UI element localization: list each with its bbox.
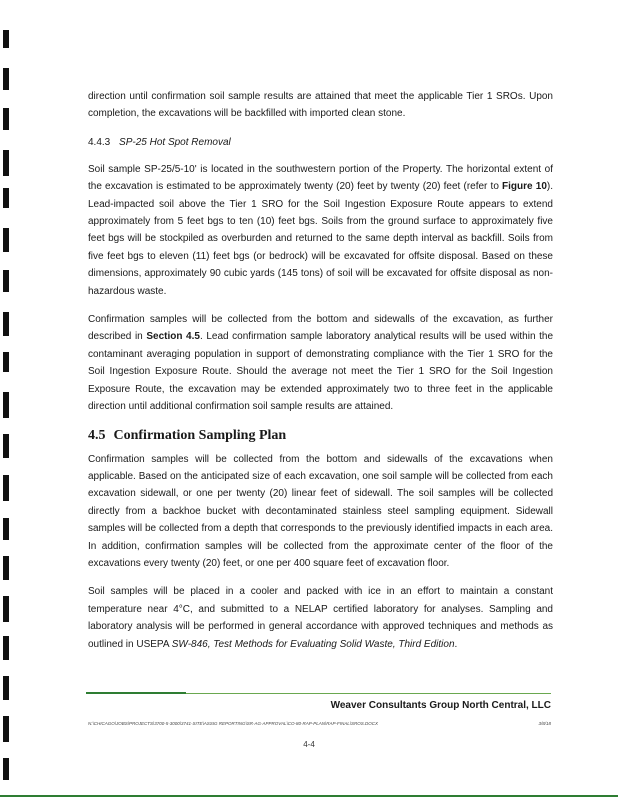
bottom-edge-line	[0, 795, 618, 797]
figure-reference: Figure 10	[502, 181, 547, 193]
text-run: Soil sample SP-25/5-10' is located in the southwestern portion of the Property. The horizontal extent of the excavation is estimated to be approximately twenty (20) feet by twenty (20) feet (refer to	[88, 163, 553, 193]
footer-file-path: N:\CHICAGO\JOBS\PROJECTS\3700-5-3000\3741-SITE\ASSIG REPORTING\SR-AG-APPROVAL\CO-80-RAP-PLAN\RAP-FINAL\SROS.DOCX	[88, 721, 378, 726]
subsection-number: 4.4.3	[88, 136, 111, 148]
paragraph-confirmation-samples	[88, 311, 553, 415]
document-body	[88, 88, 553, 664]
text-run: ). Lead-impacted soil above the Tier 1 SRO for the Soil Ingestion Exposure Route appears to extend approximately from 5 feet bgs to ten (10) feet bgs. Soils from the ground surface to approximately five feet bgs will be stockpiled as overburden and returned to the same depth interval as backfill. Soils from five feet bgs to eleven (11) feet bgs (or bedrock) will be excavated for offsite disposal. Based on these dimensions, approximately 90 cubic yards (145 tons) of soil will be excavated for offsite disposal as non-hazardous waste.	[88, 181, 553, 297]
paragraph-sp25-removal	[88, 161, 553, 300]
footer-date: 3/8/18	[538, 721, 551, 726]
paragraph-laboratory	[88, 583, 553, 653]
section-title: Confirmation Sampling Plan	[113, 427, 287, 443]
page-number: 4-4	[303, 740, 315, 749]
paragraph-sampling-plan: Confirmation samples will be collected from the bottom and sidewalls of the excavations when applicable. Based on the anticipated size of each excavation, one soil sample will be collected from each excavation sidewall, or one per twenty (20) linear feet of sidewall. The soil samples will be collected directly from a backhoe bucket with decontaminated stainless steel sampling equipment. Sidewall samples will be collected from a depth that corresponds to the previously identified impacts in each area. In addition, confirmation samples will be collected from the approximate center of the floor of the excavations every twenty (20) feet, or one per 400 square feet of excavation floor.	[88, 453, 553, 569]
footer-company-name: Weaver Consultants Group North Central, LLC	[330, 700, 551, 711]
text-run: . Lead confirmation sample laboratory analytical results will be used within the contaminant averaging population in support of demonstrating compliance with the Tier 1 SRO for the Soil Ingestion Exposure Route. Should the average not meet the Tier 1 SRO for the Soil Ingestion Exposure Route, the excavation may be extended approximately two to three feet in the applicable direction until additional confirmation soil sample results are attained.	[88, 331, 554, 413]
section-reference: Section 4.5	[146, 331, 200, 343]
scan-edge-artifacts	[3, 0, 11, 800]
footer-rule-accent	[86, 692, 186, 694]
text-run: Soil samples will be placed in a cooler and packed with ice in an effort to maintain a constant temperature near 4°C, and submitted to a NELAP certified laboratory for analyses. Sampling and laboratory analysis will be performed in general accordance with approved techniques and methods as outlined in USEPA	[88, 586, 553, 650]
section-heading	[88, 427, 553, 445]
text-run: Confirmation samples will be collected from the bottom and sidewalls of the excavation, as further described in	[88, 314, 553, 343]
method-reference: SW-846, Test Methods for Evaluating Solid Waste, Third Edition	[171, 638, 455, 650]
subsection-heading	[88, 134, 553, 151]
footer-rule	[86, 693, 551, 694]
paragraph-continuation: direction until confirmation soil sample results are attained that meet the applicable Tier 1 SROs. Upon completion, the excavations will be backfilled with imported clean stone.	[88, 91, 553, 120]
section-number: 4.5	[88, 427, 106, 443]
subsection-title: SP-25 Hot Spot Removal	[119, 136, 231, 148]
text-run: .	[454, 638, 458, 650]
